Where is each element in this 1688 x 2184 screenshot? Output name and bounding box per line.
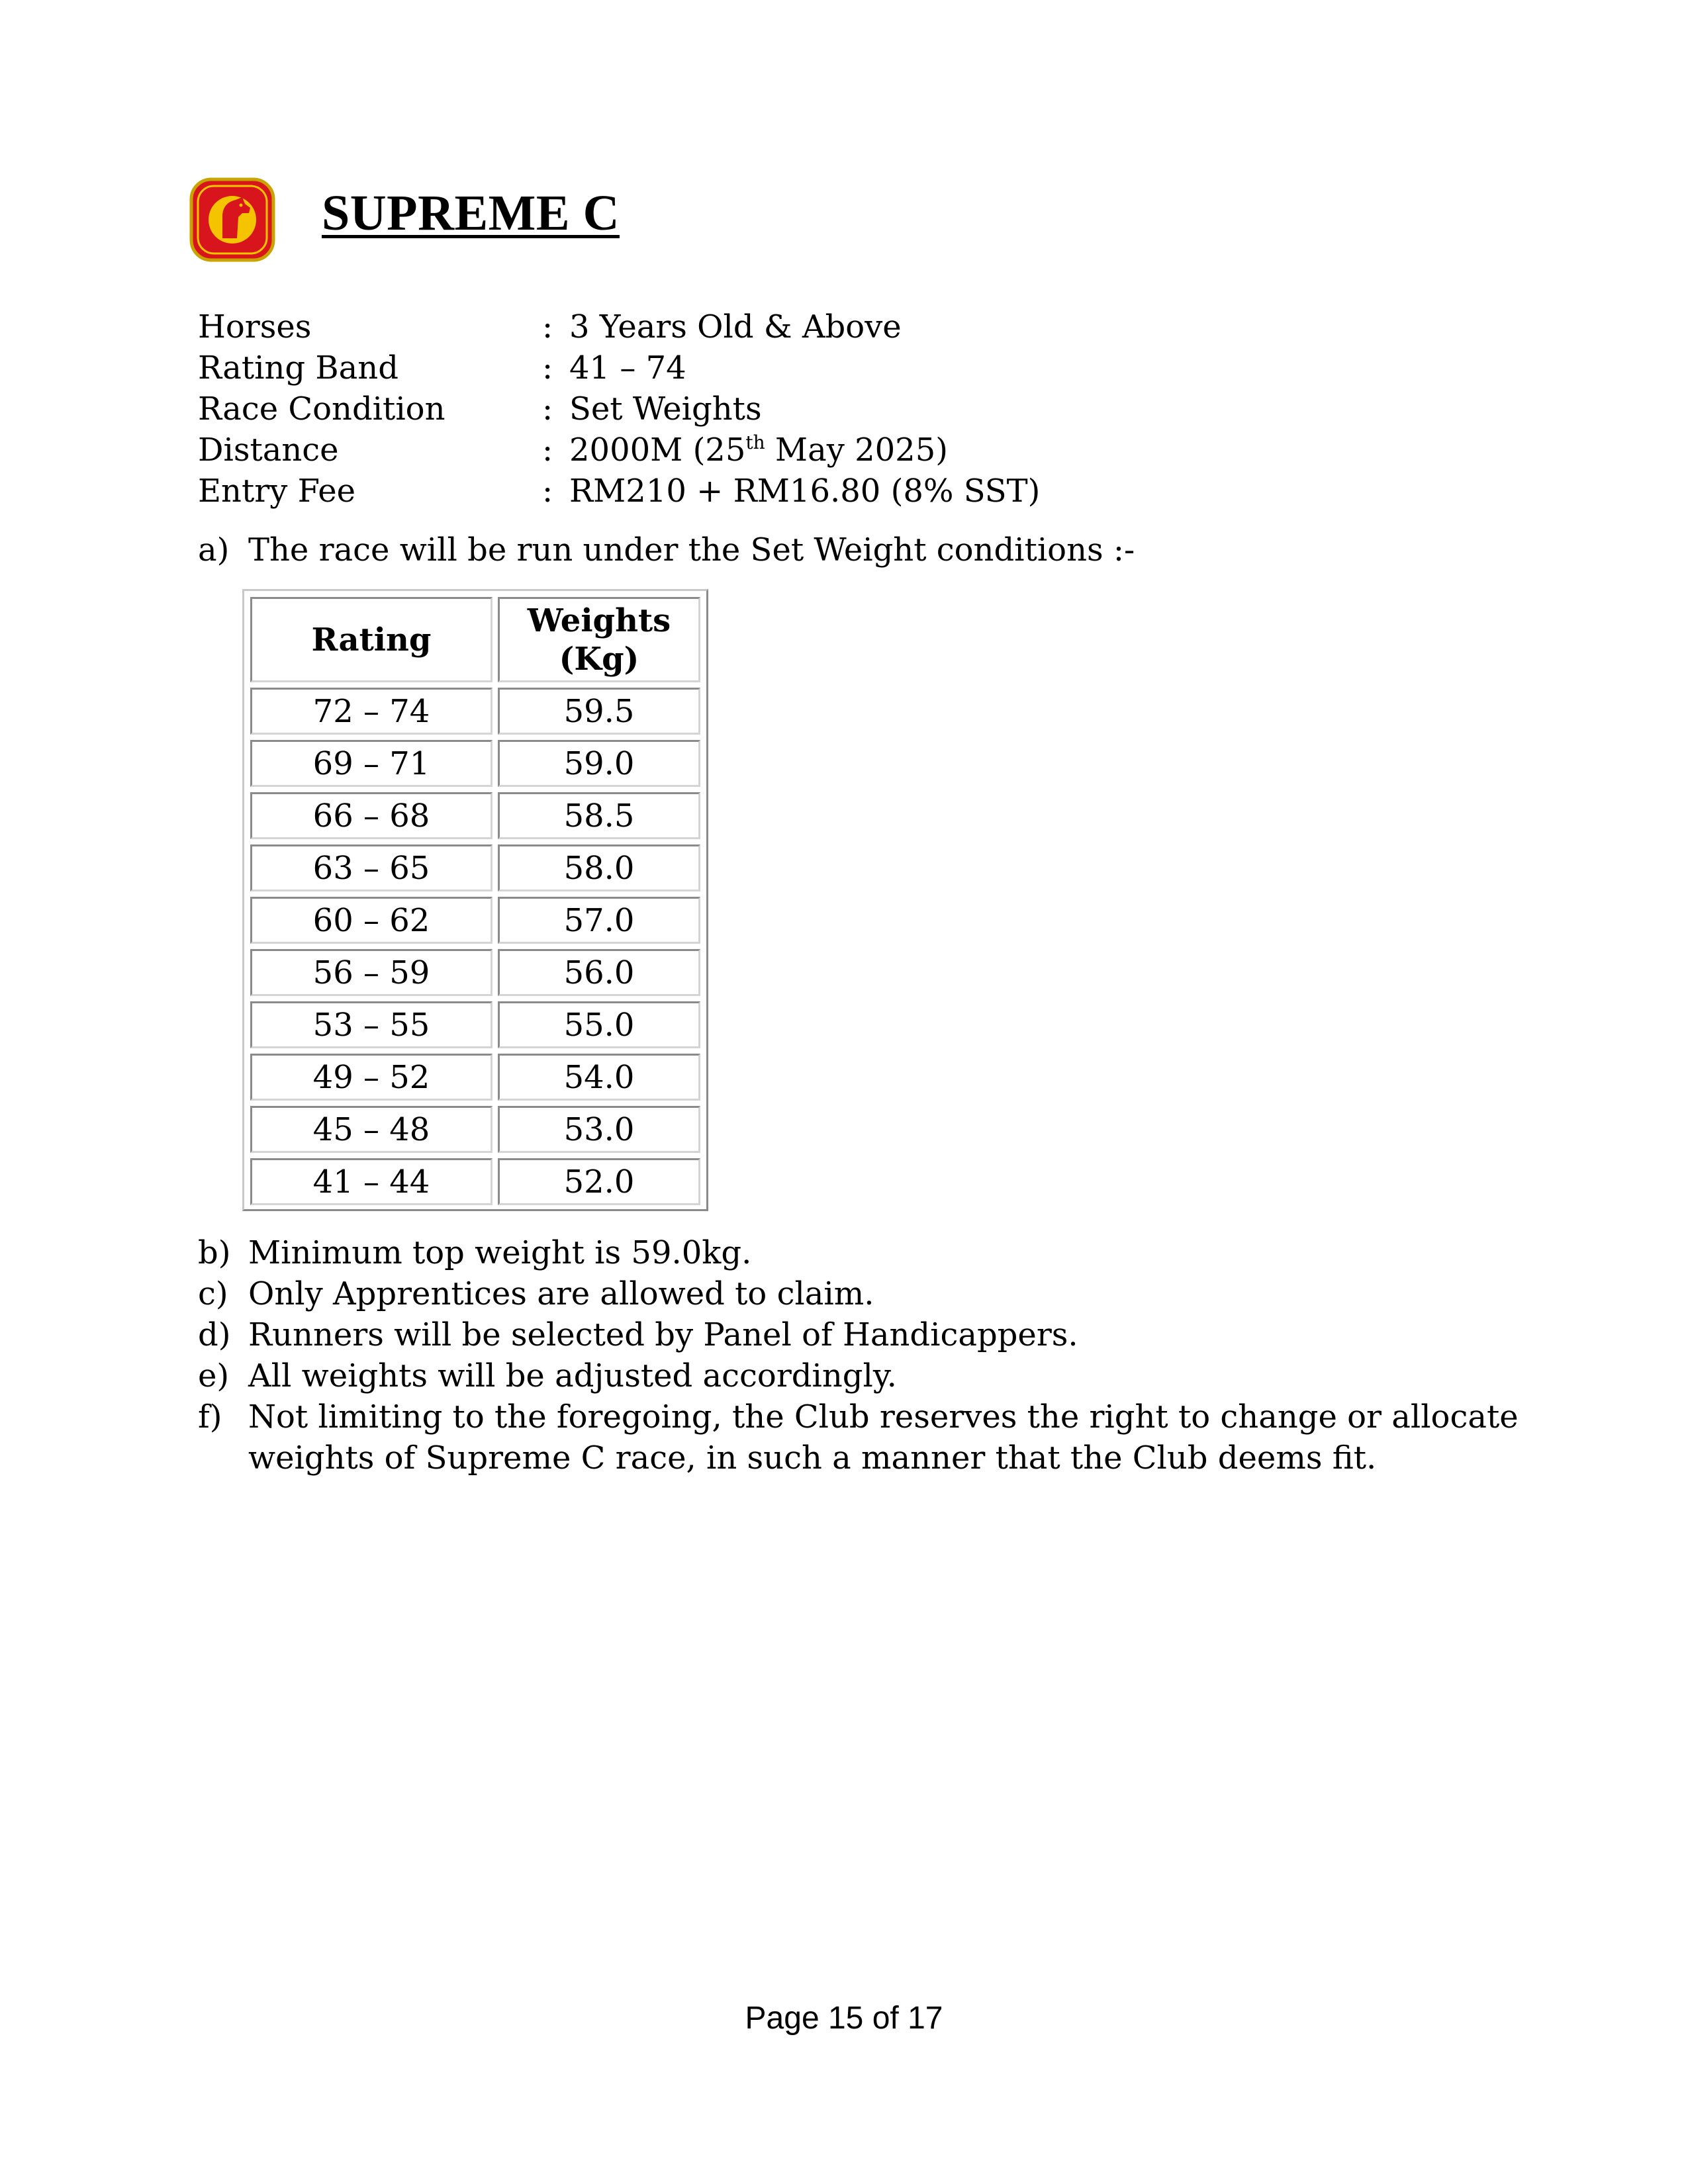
table-cell-weight: 58.0 [498,844,700,891]
list-text: Only Apprentices are allowed to claim. [248,1275,874,1312]
info-value [569,430,948,471]
list-text: weights of Supreme C race, in such a manner that the Club deems fit. [248,1439,1377,1477]
header-text: (Kg) [559,640,639,678]
list-marker: c) [198,1275,228,1312]
list-marker: a) [198,531,230,569]
ordinal-suffix: th [745,432,765,453]
table-cell-rating: 69 – 71 [250,740,492,787]
table-cell-rating: 41 – 44 [250,1158,492,1205]
list-marker: e) [198,1357,230,1394]
table-cell-weight: 52.0 [498,1158,700,1205]
info-value: RM210 + RM16.80 (8% SST) [569,473,1041,510]
table-header-rating [250,597,492,682]
list-text: The race will be run under the Set Weight conditions :- [248,531,1135,569]
info-label: Horses [198,308,312,345]
info-label: Distance [198,432,339,469]
table-cell-rating: 63 – 65 [250,844,492,891]
info-label: Entry Fee [198,473,356,510]
table-cell-rating: 45 – 48 [250,1106,492,1153]
page-title: SUPREME C [322,185,620,241]
table-cell-weight: 54.0 [498,1054,700,1101]
info-value: 3 Years Old & Above [569,308,902,345]
list-text: All weights will be adjusted accordingly. [248,1357,897,1394]
table-cell-rating: 66 – 68 [250,792,492,839]
weights-table [242,589,708,1211]
list-marker: d) [198,1316,231,1353]
info-value: Set Weights [569,390,762,428]
info-colon: : [542,308,553,345]
info-colon: : [542,390,553,428]
info-label: Rating Band [198,349,399,387]
table-cell-rating: 53 – 55 [250,1001,492,1048]
table-cell-weight: 55.0 [498,1001,700,1048]
info-value: 41 – 74 [569,349,686,387]
list-marker: f) [198,1398,222,1435]
list-marker: b) [198,1234,231,1271]
list-text: Runners will be selected by Panel of Handicappers. [248,1316,1078,1353]
table-header-weights [498,597,700,682]
header-text: Rating [311,621,432,659]
table-cell-weight: 59.0 [498,740,700,787]
list-text: Minimum top weight is 59.0kg. [248,1234,752,1271]
info-value-part: 2000M (25 [569,432,746,469]
info-colon: : [542,349,553,387]
info-colon: : [542,432,553,469]
table-cell-weight: 56.0 [498,949,700,996]
table-cell-rating: 49 – 52 [250,1054,492,1101]
header-text: Weights [527,602,671,639]
info-label: Race Condition [198,390,445,428]
table-cell-rating: 72 – 74 [250,688,492,735]
list-text: Not limiting to the foregoing, the Club reserves the right to change or allocate [248,1398,1519,1435]
table-cell-rating: 60 – 62 [250,897,492,944]
table-cell-weight: 57.0 [498,897,700,944]
table-cell-rating: 56 – 59 [250,949,492,996]
info-value-part: May 2025) [765,432,948,469]
table-cell-weight: 58.5 [498,792,700,839]
table-cell-weight: 53.0 [498,1106,700,1153]
info-colon: : [542,473,553,510]
page-number: Page 15 of 17 [745,2001,943,2036]
club-logo [189,177,275,262]
table-cell-weight: 59.5 [498,688,700,735]
